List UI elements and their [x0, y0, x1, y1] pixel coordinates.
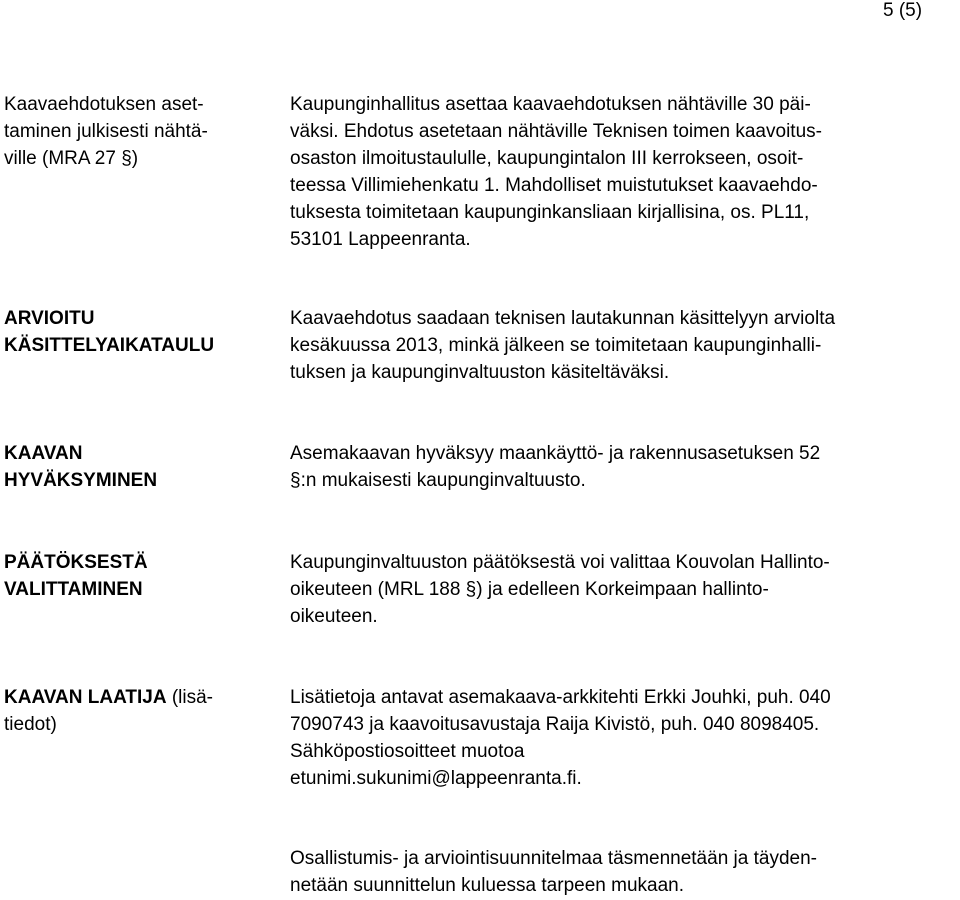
text-line: tuksesta toimitetaan kaupunginkansliaan kirjallisina, os. PL11,	[290, 202, 810, 223]
label-rest-part: (lisä-	[166, 687, 214, 708]
section-text	[290, 684, 960, 792]
label-line: KAAVAN	[4, 443, 83, 464]
label-line: taminen julkisesti nähtä-	[4, 121, 208, 142]
text-line: Asemakaavan hyväksyy maankäyttö- ja rakennusasetuksen 52	[290, 443, 821, 464]
text-line: netään suunnittelun kuluessa tarpeen mukaan.	[290, 875, 684, 896]
text-line: väksi. Ehdotus asetetaan nähtäville Teknisen toimen kaavoitus-	[290, 121, 822, 142]
text-line: §:n mukaisesti kaupunginvaltuusto.	[290, 470, 586, 491]
section-text	[290, 91, 960, 253]
text-line: Kaupunginvaltuuston päätöksestä voi valittaa Kouvolan Hallinto-	[290, 552, 830, 573]
section-label	[4, 91, 266, 172]
text-line: etunimi.sukunimi@lappeenranta.fi.	[290, 768, 582, 789]
section-text	[290, 845, 960, 899]
text-line: osaston ilmoitustaululle, kaupungintalon III kerrokseen, osoit-	[290, 148, 804, 169]
section-label	[4, 305, 266, 359]
label-line	[4, 684, 266, 711]
text-line: Kaupunginhallitus asettaa kaavaehdotuksen nähtäville 30 päi-	[290, 94, 811, 115]
text-line: teessa Villimiehenkatu 1. Mahdolliset muistutukset kaavaehdo-	[290, 175, 818, 196]
text-line: Sähköpostiosoitteet muotoa	[290, 741, 525, 762]
text-line: Kaavaehdotus saadaan teknisen lautakunnan käsittelyyn arviolta	[290, 308, 836, 329]
label-line: ARVIOITU	[4, 308, 95, 329]
text-line: oikeuteen (MRL 188 §) ja edelleen Korkeimpaan hallinto-	[290, 579, 769, 600]
label-line: Kaavaehdotuksen aset-	[4, 94, 204, 115]
section-label	[4, 440, 266, 494]
text-line: oikeuteen.	[290, 606, 378, 627]
label-line: ville (MRA 27 §)	[4, 148, 139, 169]
text-line: tuksen ja kaupunginvaltuuston käsiteltäväksi.	[290, 362, 670, 383]
text-line: 7090743 ja kaavoitusavustaja Raija Kivistö, puh. 040 8098405.	[290, 714, 820, 735]
section-label	[4, 549, 266, 603]
text-line: 53101 Lappeenranta.	[290, 229, 471, 250]
text-line: kesäkuussa 2013, minkä jälkeen se toimitetaan kaupunginhalli-	[290, 335, 822, 356]
label-line: KÄSITTELYAIKATAULU	[4, 335, 215, 356]
label-bold-part: KAAVAN LAATIJA	[4, 687, 167, 708]
page-number: 5 (5)	[883, 0, 923, 21]
section-text	[290, 305, 960, 386]
section-text	[290, 549, 960, 630]
section-text	[290, 440, 960, 494]
section-label	[4, 684, 266, 738]
label-line: HYVÄKSYMINEN	[4, 470, 158, 491]
label-line: VALITTAMINEN	[4, 579, 143, 600]
label-line: tiedot)	[4, 714, 57, 735]
text-line: Lisätietoja antavat asemakaava-arkkitehti Erkki Jouhki, puh. 040	[290, 687, 831, 708]
label-line: PÄÄTÖKSESTÄ	[4, 552, 148, 573]
text-line: Osallistumis- ja arviointisuunnitelmaa täsmennetään ja täyden-	[290, 848, 817, 869]
